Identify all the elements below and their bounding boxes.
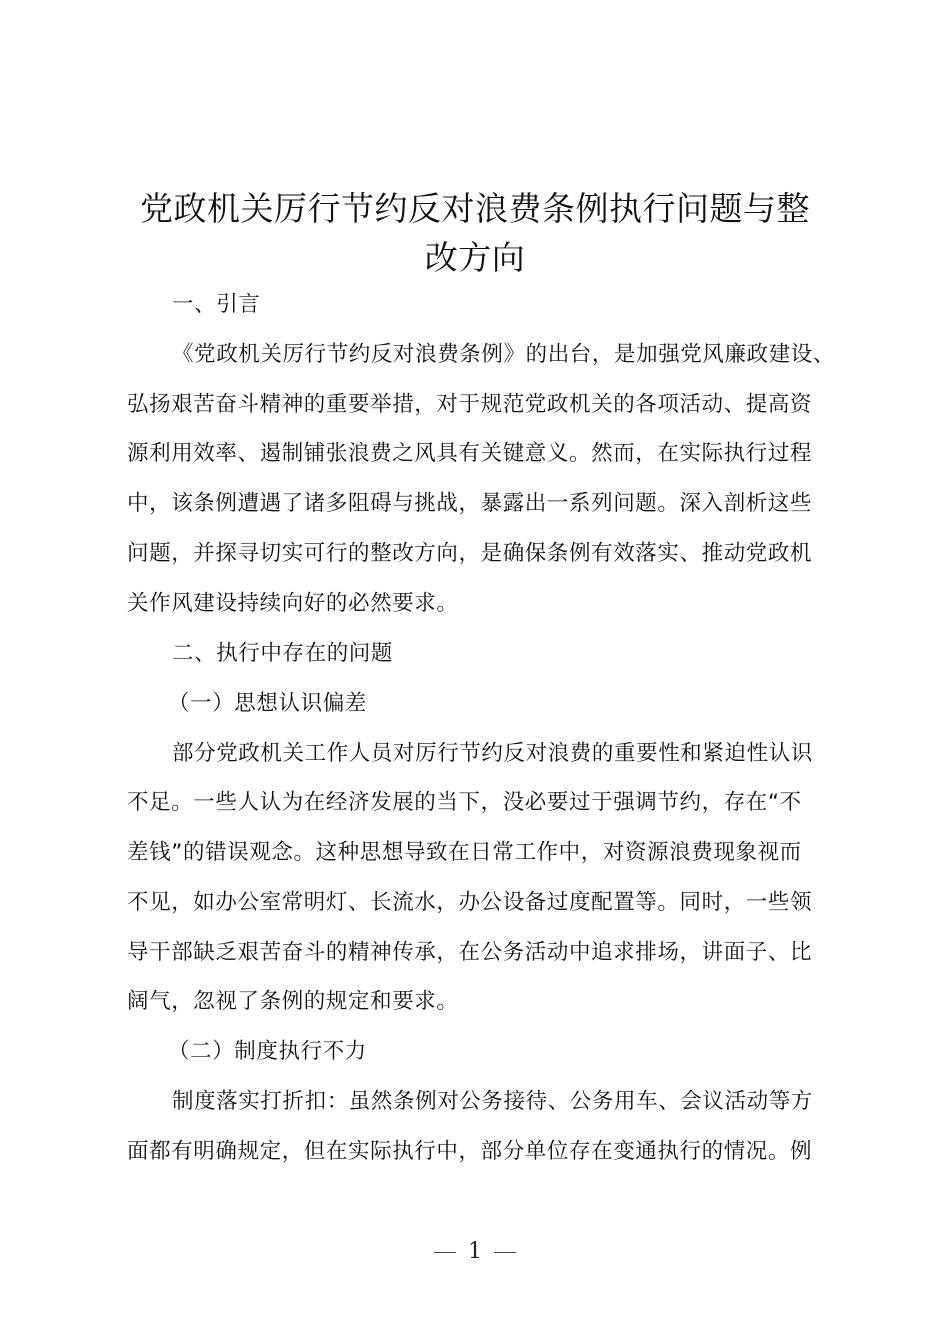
paragraph-line: 不见，如办公室常明灯、长流水，办公设备过度配置等。同时，一些领 [127, 890, 813, 915]
document-title-line-2: 改方向 [424, 238, 526, 277]
document-title-line-1: 党政机关厉行节约反对浪费条例执行问题与整 [140, 189, 810, 228]
paragraph-line: 不足。一些人认为在经济发展的当下，没必要过于强调节约，存在“不 [127, 790, 802, 815]
dash-left-decoration [434, 1252, 456, 1253]
paragraph-line: 制度落实打折扣：虽然条例对公务接待、公务用车、会议活动等方 [172, 1089, 813, 1114]
paragraph-line: 问题，并探寻切实可行的整改方向，是确保条例有效落实、推动党政机 [127, 541, 813, 566]
subsection-heading-ideology: （一）思想认识偏差 [168, 691, 367, 716]
paragraph-line: 部分党政机关工作人员对厉行节约反对浪费的重要性和紧迫性认识 [172, 741, 813, 766]
section-heading-introduction: 一、引言 [172, 292, 261, 317]
paragraph-line: 源利用效率、遏制铺张浪费之风具有关键意义。然而，在实际执行过程 [127, 441, 813, 466]
paragraph-line: 导干部缺乏艰苦奋斗的精神传承，在公务活动中追求排场，讲面子、比 [127, 940, 813, 965]
paragraph-line: 中，该条例遭遇了诸多阻碍与挑战，暴露出一系列问题。深入剖析这些 [127, 491, 813, 516]
page-number: 1 [468, 1239, 482, 1264]
paragraph-line: 弘扬艰苦奋斗精神的重要举措，对于规范党政机关的各项活动、提高资 [127, 392, 813, 417]
paragraph-line: 差钱”的错误观念。这种思想导致在日常工作中，对资源浪费现象视而 [127, 840, 802, 865]
paragraph-line: 面都有明确规定，但在实际执行中，部分单位存在变通执行的情况。例 [127, 1139, 813, 1164]
paragraph-line: 关作风建设持续向好的必然要求。 [127, 591, 459, 616]
section-heading-problems: 二、执行中存在的问题 [172, 641, 394, 666]
paragraph-line: 《党政机关厉行节约反对浪费条例》的出台，是加强党风廉政建设、 [172, 342, 836, 367]
page-number-footer [0, 1238, 950, 1266]
paragraph-line: 阔气，忽视了条例的规定和要求。 [127, 989, 459, 1014]
dash-right-decoration [494, 1252, 516, 1253]
subsection-heading-institution: （二）制度执行不力 [168, 1039, 367, 1064]
